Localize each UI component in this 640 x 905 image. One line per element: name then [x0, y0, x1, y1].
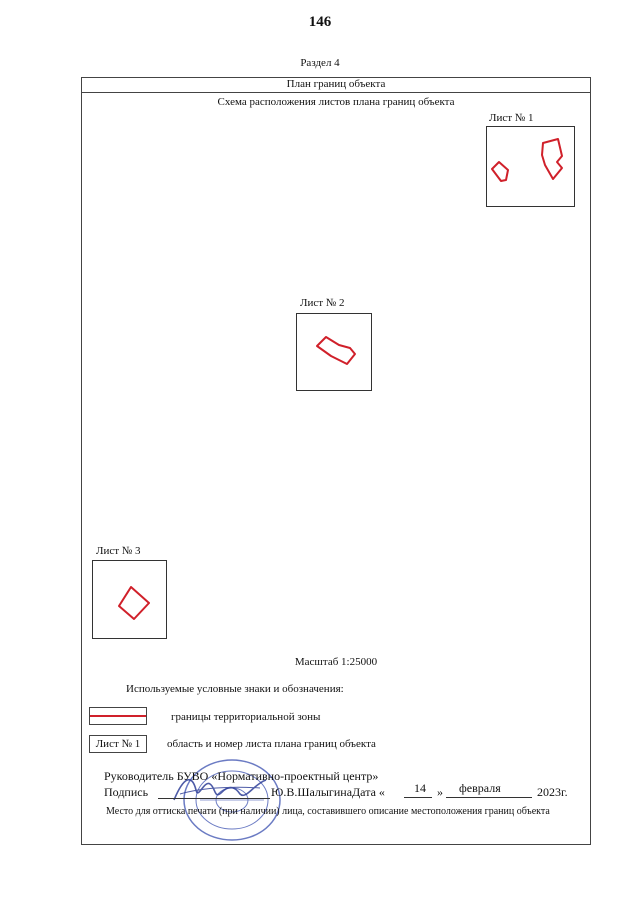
day-line [404, 797, 432, 798]
boundary-polygon [542, 139, 562, 179]
signer-name: Ю.В.Шалыгина [271, 785, 353, 799]
sheet-3-box[interactable] [92, 560, 167, 639]
boundary-polygon [492, 162, 508, 181]
stamp-note: Место для оттиска печати (при наличии) лица, составившего описание местоположения границ объекта [106, 806, 550, 817]
boundary-polygon [119, 587, 149, 619]
scheme-title: Схема расположения листов плана границ объекта [217, 96, 455, 108]
date-year: 2023г. [537, 785, 568, 799]
sheet-1-label: Лист № 1 [489, 112, 534, 124]
legend-boundary-text: границы территориальной зоны [171, 711, 321, 723]
scale-label: Масштаб 1:25000 [294, 656, 378, 668]
date-label: Дата « [352, 785, 385, 799]
section-title: Раздел 4 [300, 57, 340, 69]
legend-boundary-symbol [89, 707, 147, 725]
legend-sheet-symbol: Лист № 1 [89, 735, 147, 753]
sheet-2-box[interactable] [296, 313, 372, 391]
sheet-3-label: Лист № 3 [96, 545, 141, 557]
signature-label: Подпись [104, 785, 149, 799]
date-day: 14 [414, 781, 426, 795]
sheet-2-boundaries [297, 314, 373, 392]
signature-line [158, 798, 270, 799]
date-day-close: » [437, 785, 443, 799]
page-number: 146 [308, 14, 332, 30]
boundary-polygon [317, 337, 355, 364]
date-month: февраля [459, 781, 501, 795]
month-line [446, 797, 532, 798]
sheet-1-box[interactable] [486, 126, 575, 207]
legend-title: Используемые условные знаки и обозначения: [126, 683, 344, 695]
sheet-1-boundaries [487, 127, 576, 208]
frame-header: План границ объекта [81, 77, 591, 93]
sheet-2-label: Лист № 2 [300, 297, 345, 309]
sheet-3-boundaries [93, 561, 168, 640]
organization-head-line: Руководитель БУВО «Нормативно-проектный центр» [104, 769, 379, 783]
legend-sheet-text: область и номер листа плана границ объекта [167, 738, 376, 750]
